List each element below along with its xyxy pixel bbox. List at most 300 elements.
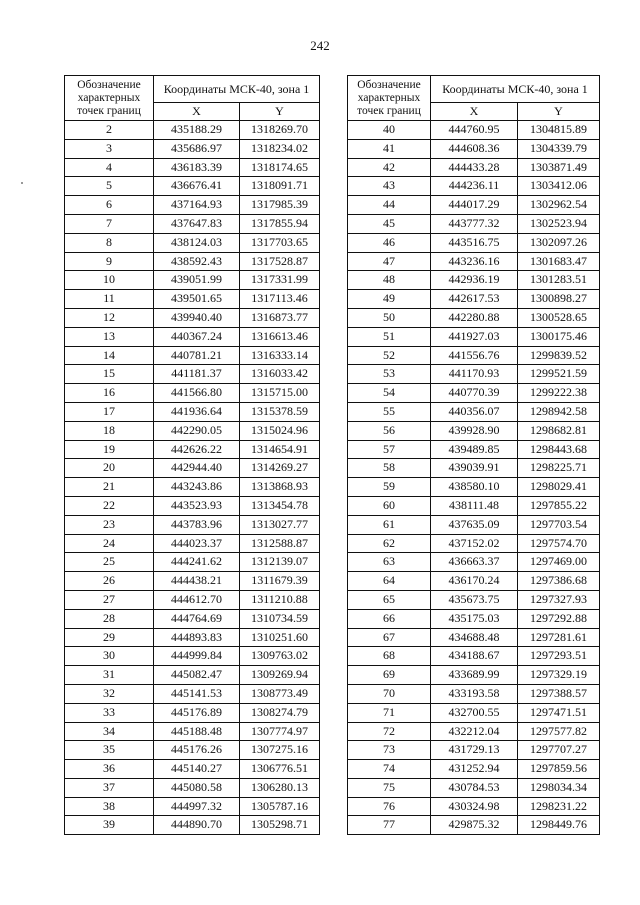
x-coordinate-cell: 439940.40 (154, 308, 240, 327)
table-row (65, 609, 320, 628)
x-coordinate-cell: 436676.41 (154, 177, 240, 196)
table-row (65, 158, 320, 177)
y-coordinate-cell: 1307774.97 (240, 722, 320, 741)
point-number-cell: 61 (348, 515, 431, 534)
x-coordinate-cell: 439039.91 (431, 459, 518, 478)
table-row (348, 722, 600, 741)
table-row (348, 290, 600, 309)
x-coordinate-cell: 441170.93 (431, 365, 518, 384)
x-coordinate-cell: 437635.09 (431, 515, 518, 534)
y-coordinate-cell: 1313868.93 (240, 478, 320, 497)
x-coordinate-cell: 442290.05 (154, 421, 240, 440)
point-number-cell: 34 (65, 722, 154, 741)
y-coordinate-cell: 1299521.59 (518, 365, 600, 384)
point-number-cell: 47 (348, 252, 431, 271)
y-coordinate-cell: 1317985.39 (240, 196, 320, 215)
table-row (65, 534, 320, 553)
table-row (65, 760, 320, 779)
point-number-cell: 74 (348, 760, 431, 779)
point-number-cell: 27 (65, 590, 154, 609)
point-number-cell: 75 (348, 778, 431, 797)
x-coordinate-cell: 435188.29 (154, 121, 240, 140)
table-row (348, 214, 600, 233)
x-coordinate-cell: 442936.19 (431, 271, 518, 290)
x-coordinate-cell: 441566.80 (154, 384, 240, 403)
point-number-cell: 16 (65, 384, 154, 403)
table-row (65, 214, 320, 233)
table-row (348, 647, 600, 666)
table-row (348, 797, 600, 816)
y-coordinate-cell: 1298942.58 (518, 402, 600, 421)
table-body (348, 121, 600, 835)
x-coordinate-cell: 443236.16 (431, 252, 518, 271)
x-coordinate-cell: 445140.27 (154, 760, 240, 779)
point-number-cell: 26 (65, 572, 154, 591)
point-number-cell: 31 (65, 666, 154, 685)
point-number-cell: 55 (348, 402, 431, 421)
y-coordinate-cell: 1311679.39 (240, 572, 320, 591)
x-coordinate-cell: 434688.48 (431, 628, 518, 647)
point-number-cell: 14 (65, 346, 154, 365)
x-coordinate-cell: 433689.99 (431, 666, 518, 685)
y-coordinate-cell: 1305298.71 (240, 816, 320, 835)
point-number-cell: 11 (65, 290, 154, 309)
point-number-cell: 12 (65, 308, 154, 327)
x-column-header: X (154, 103, 240, 121)
point-number-cell: 53 (348, 365, 431, 384)
table-row (348, 684, 600, 703)
point-number-cell: 70 (348, 684, 431, 703)
y-coordinate-cell: 1316873.77 (240, 308, 320, 327)
table-row (348, 121, 600, 140)
x-coordinate-cell: 437647.83 (154, 214, 240, 233)
y-coordinate-cell: 1297327.93 (518, 590, 600, 609)
table-row (65, 196, 320, 215)
y-coordinate-cell: 1318269.70 (240, 121, 320, 140)
table-row (348, 346, 600, 365)
y-coordinate-cell: 1316033.42 (240, 365, 320, 384)
table-row (65, 121, 320, 140)
point-number-cell: 41 (348, 139, 431, 158)
y-coordinate-cell: 1303412.06 (518, 177, 600, 196)
table-row (348, 252, 600, 271)
point-number-cell: 32 (65, 684, 154, 703)
y-coordinate-cell: 1309763.02 (240, 647, 320, 666)
x-coordinate-cell: 438124.03 (154, 233, 240, 252)
y-coordinate-cell: 1297293.51 (518, 647, 600, 666)
point-number-cell: 4 (65, 158, 154, 177)
table-row (348, 402, 600, 421)
x-coordinate-cell: 431252.94 (431, 760, 518, 779)
y-coordinate-cell: 1317331.99 (240, 271, 320, 290)
point-label-header: Обозначение характерных точек границ (348, 76, 431, 121)
x-coordinate-cell: 444438.21 (154, 572, 240, 591)
x-coordinate-cell: 435673.75 (431, 590, 518, 609)
y-coordinate-cell: 1305787.16 (240, 797, 320, 816)
point-number-cell: 6 (65, 196, 154, 215)
table-row (65, 252, 320, 271)
x-coordinate-cell: 434188.67 (431, 647, 518, 666)
point-number-cell: 73 (348, 741, 431, 760)
x-coordinate-cell: 442626.22 (154, 440, 240, 459)
y-coordinate-cell: 1301683.47 (518, 252, 600, 271)
table-row (348, 553, 600, 572)
table-row (348, 816, 600, 835)
table-row (348, 421, 600, 440)
point-number-cell: 21 (65, 478, 154, 497)
x-coordinate-cell: 435175.03 (431, 609, 518, 628)
point-number-cell: 25 (65, 553, 154, 572)
point-number-cell: 66 (348, 609, 431, 628)
y-coordinate-cell: 1304339.79 (518, 139, 600, 158)
y-coordinate-cell: 1297703.54 (518, 515, 600, 534)
y-coordinate-cell: 1300528.65 (518, 308, 600, 327)
table-row (65, 778, 320, 797)
x-coordinate-cell: 433193.58 (431, 684, 518, 703)
table-row (348, 440, 600, 459)
y-column-header: Y (240, 103, 320, 121)
x-coordinate-cell: 439501.65 (154, 290, 240, 309)
x-coordinate-cell: 430324.98 (431, 797, 518, 816)
y-coordinate-cell: 1297329.19 (518, 666, 600, 685)
point-number-cell: 7 (65, 214, 154, 233)
table-row (348, 741, 600, 760)
y-coordinate-cell: 1302962.54 (518, 196, 600, 215)
x-coordinate-cell: 445080.58 (154, 778, 240, 797)
y-coordinate-cell: 1313454.78 (240, 496, 320, 515)
point-number-cell: 10 (65, 271, 154, 290)
y-coordinate-cell: 1314269.27 (240, 459, 320, 478)
table-row (65, 797, 320, 816)
y-coordinate-cell: 1315378.59 (240, 402, 320, 421)
coordinate-system-header: Координаты МСК-40, зона 1 (431, 76, 600, 103)
x-coordinate-cell: 436170.24 (431, 572, 518, 591)
point-number-cell: 3 (65, 139, 154, 158)
point-number-cell: 63 (348, 553, 431, 572)
point-number-cell: 44 (348, 196, 431, 215)
point-number-cell: 33 (65, 703, 154, 722)
y-coordinate-cell: 1306776.51 (240, 760, 320, 779)
point-number-cell: 39 (65, 816, 154, 835)
table-row (348, 515, 600, 534)
y-coordinate-cell: 1298449.76 (518, 816, 600, 835)
x-coordinate-cell: 444764.69 (154, 609, 240, 628)
point-number-cell: 42 (348, 158, 431, 177)
y-column-header: Y (518, 103, 600, 121)
point-number-cell: 48 (348, 271, 431, 290)
x-coordinate-cell: 445176.26 (154, 741, 240, 760)
table-row (348, 496, 600, 515)
x-coordinate-cell: 441936.64 (154, 402, 240, 421)
table-row (348, 271, 600, 290)
y-coordinate-cell: 1318091.71 (240, 177, 320, 196)
x-coordinate-cell: 444612.70 (154, 590, 240, 609)
table-row (348, 459, 600, 478)
x-coordinate-cell: 440367.24 (154, 327, 240, 346)
table-row (348, 384, 600, 403)
x-coordinate-cell: 439051.99 (154, 271, 240, 290)
y-coordinate-cell: 1299839.52 (518, 346, 600, 365)
point-number-cell: 52 (348, 346, 431, 365)
y-coordinate-cell: 1300898.27 (518, 290, 600, 309)
x-coordinate-cell: 440781.21 (154, 346, 240, 365)
x-coordinate-cell: 436183.39 (154, 158, 240, 177)
coordinates-table-right (347, 75, 600, 835)
x-coordinate-cell: 445188.48 (154, 722, 240, 741)
point-number-cell: 46 (348, 233, 431, 252)
x-coordinate-cell: 440356.07 (431, 402, 518, 421)
table-row (348, 778, 600, 797)
y-coordinate-cell: 1313027.77 (240, 515, 320, 534)
x-coordinate-cell: 441181.37 (154, 365, 240, 384)
point-number-cell: 22 (65, 496, 154, 515)
table-row (348, 233, 600, 252)
table-row (65, 308, 320, 327)
table-row (65, 553, 320, 572)
table-row (348, 365, 600, 384)
table-row (348, 308, 600, 327)
y-coordinate-cell: 1308274.79 (240, 703, 320, 722)
y-coordinate-cell: 1297471.51 (518, 703, 600, 722)
point-number-cell: 43 (348, 177, 431, 196)
table-row (348, 590, 600, 609)
y-coordinate-cell: 1302097.26 (518, 233, 600, 252)
x-coordinate-cell: 445082.47 (154, 666, 240, 685)
table-row (65, 233, 320, 252)
x-coordinate-cell: 443783.96 (154, 515, 240, 534)
y-coordinate-cell: 1298034.34 (518, 778, 600, 797)
x-coordinate-cell: 443243.86 (154, 478, 240, 497)
x-coordinate-cell: 445141.53 (154, 684, 240, 703)
table-row (65, 816, 320, 835)
point-number-cell: 17 (65, 402, 154, 421)
scan-speck (21, 182, 23, 184)
y-coordinate-cell: 1314654.91 (240, 440, 320, 459)
page-number: 242 (310, 38, 330, 53)
x-coordinate-cell: 442944.40 (154, 459, 240, 478)
y-coordinate-cell: 1298443.68 (518, 440, 600, 459)
x-coordinate-cell: 442280.88 (431, 308, 518, 327)
y-coordinate-cell: 1297577.82 (518, 722, 600, 741)
point-number-cell: 54 (348, 384, 431, 403)
y-coordinate-cell: 1312139.07 (240, 553, 320, 572)
x-coordinate-cell: 444760.95 (431, 121, 518, 140)
table-row (65, 496, 320, 515)
y-coordinate-cell: 1297281.61 (518, 628, 600, 647)
y-coordinate-cell: 1297386.68 (518, 572, 600, 591)
table-row (65, 647, 320, 666)
x-coordinate-cell: 441927.03 (431, 327, 518, 346)
point-number-cell: 24 (65, 534, 154, 553)
y-coordinate-cell: 1310734.59 (240, 609, 320, 628)
y-coordinate-cell: 1318234.02 (240, 139, 320, 158)
y-coordinate-cell: 1308773.49 (240, 684, 320, 703)
x-coordinate-cell: 444017.29 (431, 196, 518, 215)
table-row (65, 722, 320, 741)
point-number-cell: 49 (348, 290, 431, 309)
y-coordinate-cell: 1298682.81 (518, 421, 600, 440)
y-coordinate-cell: 1307275.16 (240, 741, 320, 760)
table-row (65, 290, 320, 309)
point-number-cell: 8 (65, 233, 154, 252)
x-column-header: X (431, 103, 518, 121)
y-coordinate-cell: 1300175.46 (518, 327, 600, 346)
y-coordinate-cell: 1316613.46 (240, 327, 320, 346)
table-row (348, 760, 600, 779)
point-number-cell: 65 (348, 590, 431, 609)
x-coordinate-cell: 438111.48 (431, 496, 518, 515)
y-coordinate-cell: 1297859.56 (518, 760, 600, 779)
point-number-cell: 38 (65, 797, 154, 816)
x-coordinate-cell: 442617.53 (431, 290, 518, 309)
y-coordinate-cell: 1309269.94 (240, 666, 320, 685)
point-number-cell: 62 (348, 534, 431, 553)
table-row (348, 703, 600, 722)
x-coordinate-cell: 444023.37 (154, 534, 240, 553)
table-row (65, 421, 320, 440)
y-coordinate-cell: 1311210.88 (240, 590, 320, 609)
point-number-cell: 56 (348, 421, 431, 440)
point-number-cell: 71 (348, 703, 431, 722)
point-number-cell: 76 (348, 797, 431, 816)
point-number-cell: 36 (65, 760, 154, 779)
point-number-cell: 51 (348, 327, 431, 346)
x-coordinate-cell: 439928.90 (431, 421, 518, 440)
table-row (65, 478, 320, 497)
y-coordinate-cell: 1304815.89 (518, 121, 600, 140)
table-row (348, 478, 600, 497)
y-coordinate-cell: 1297292.88 (518, 609, 600, 628)
table-row (65, 271, 320, 290)
y-coordinate-cell: 1299222.38 (518, 384, 600, 403)
point-number-cell: 59 (348, 478, 431, 497)
x-coordinate-cell: 439489.85 (431, 440, 518, 459)
y-coordinate-cell: 1301283.51 (518, 271, 600, 290)
x-coordinate-cell: 445176.89 (154, 703, 240, 722)
x-coordinate-cell: 444608.36 (431, 139, 518, 158)
table-row (348, 609, 600, 628)
y-coordinate-cell: 1316333.14 (240, 346, 320, 365)
x-coordinate-cell: 444890.70 (154, 816, 240, 835)
table-row (65, 327, 320, 346)
y-coordinate-cell: 1315024.96 (240, 421, 320, 440)
table-row (65, 440, 320, 459)
table-row (348, 177, 600, 196)
table-row (65, 666, 320, 685)
point-number-cell: 5 (65, 177, 154, 196)
point-number-cell: 69 (348, 666, 431, 685)
point-number-cell: 40 (348, 121, 431, 140)
y-coordinate-cell: 1306280.13 (240, 778, 320, 797)
y-coordinate-cell: 1297707.27 (518, 741, 600, 760)
y-coordinate-cell: 1317855.94 (240, 214, 320, 233)
x-coordinate-cell: 438580.10 (431, 478, 518, 497)
y-coordinate-cell: 1318174.65 (240, 158, 320, 177)
y-coordinate-cell: 1317703.65 (240, 233, 320, 252)
table-row (348, 139, 600, 158)
x-coordinate-cell: 444241.62 (154, 553, 240, 572)
table-row (65, 346, 320, 365)
x-coordinate-cell: 443777.32 (431, 214, 518, 233)
point-number-cell: 15 (65, 365, 154, 384)
table-row (65, 741, 320, 760)
x-coordinate-cell: 444236.11 (431, 177, 518, 196)
x-coordinate-cell: 440770.39 (431, 384, 518, 403)
point-number-cell: 13 (65, 327, 154, 346)
x-coordinate-cell: 443523.93 (154, 496, 240, 515)
point-number-cell: 64 (348, 572, 431, 591)
y-coordinate-cell: 1298225.71 (518, 459, 600, 478)
table-row (65, 384, 320, 403)
x-coordinate-cell: 437164.93 (154, 196, 240, 215)
table-row (348, 158, 600, 177)
point-number-cell: 68 (348, 647, 431, 666)
y-coordinate-cell: 1298029.41 (518, 478, 600, 497)
x-coordinate-cell: 444893.83 (154, 628, 240, 647)
point-number-cell: 29 (65, 628, 154, 647)
point-number-cell: 2 (65, 121, 154, 140)
x-coordinate-cell: 435686.97 (154, 139, 240, 158)
table-row (65, 459, 320, 478)
point-number-cell: 19 (65, 440, 154, 459)
x-coordinate-cell: 444433.28 (431, 158, 518, 177)
point-number-cell: 28 (65, 609, 154, 628)
point-number-cell: 30 (65, 647, 154, 666)
point-number-cell: 58 (348, 459, 431, 478)
table-row (65, 139, 320, 158)
y-coordinate-cell: 1297855.22 (518, 496, 600, 515)
point-number-cell: 37 (65, 778, 154, 797)
point-number-cell: 77 (348, 816, 431, 835)
x-coordinate-cell: 441556.76 (431, 346, 518, 365)
table-row (65, 590, 320, 609)
x-coordinate-cell: 429875.32 (431, 816, 518, 835)
table-row (65, 572, 320, 591)
table-row (348, 534, 600, 553)
table-row (348, 666, 600, 685)
point-number-cell: 18 (65, 421, 154, 440)
y-coordinate-cell: 1317528.87 (240, 252, 320, 271)
point-label-header: Обозначение характерных точек границ (65, 76, 154, 121)
x-coordinate-cell: 437152.02 (431, 534, 518, 553)
table-body (65, 121, 320, 835)
coordinates-table-left (64, 75, 320, 835)
y-coordinate-cell: 1315715.00 (240, 384, 320, 403)
point-number-cell: 67 (348, 628, 431, 647)
x-coordinate-cell: 443516.75 (431, 233, 518, 252)
y-coordinate-cell: 1298231.22 (518, 797, 600, 816)
y-coordinate-cell: 1303871.49 (518, 158, 600, 177)
y-coordinate-cell: 1312588.87 (240, 534, 320, 553)
coordinate-system-header: Координаты МСК-40, зона 1 (154, 76, 320, 103)
x-coordinate-cell: 432212.04 (431, 722, 518, 741)
x-coordinate-cell: 444997.32 (154, 797, 240, 816)
point-number-cell: 35 (65, 741, 154, 760)
table-row (348, 327, 600, 346)
point-number-cell: 23 (65, 515, 154, 534)
x-coordinate-cell: 430784.53 (431, 778, 518, 797)
x-coordinate-cell: 431729.13 (431, 741, 518, 760)
y-coordinate-cell: 1302523.94 (518, 214, 600, 233)
y-coordinate-cell: 1317113.46 (240, 290, 320, 309)
table-row (65, 628, 320, 647)
table-row (348, 572, 600, 591)
point-number-cell: 9 (65, 252, 154, 271)
table-row (65, 515, 320, 534)
x-coordinate-cell: 444999.84 (154, 647, 240, 666)
y-coordinate-cell: 1297469.00 (518, 553, 600, 572)
table-row (348, 628, 600, 647)
